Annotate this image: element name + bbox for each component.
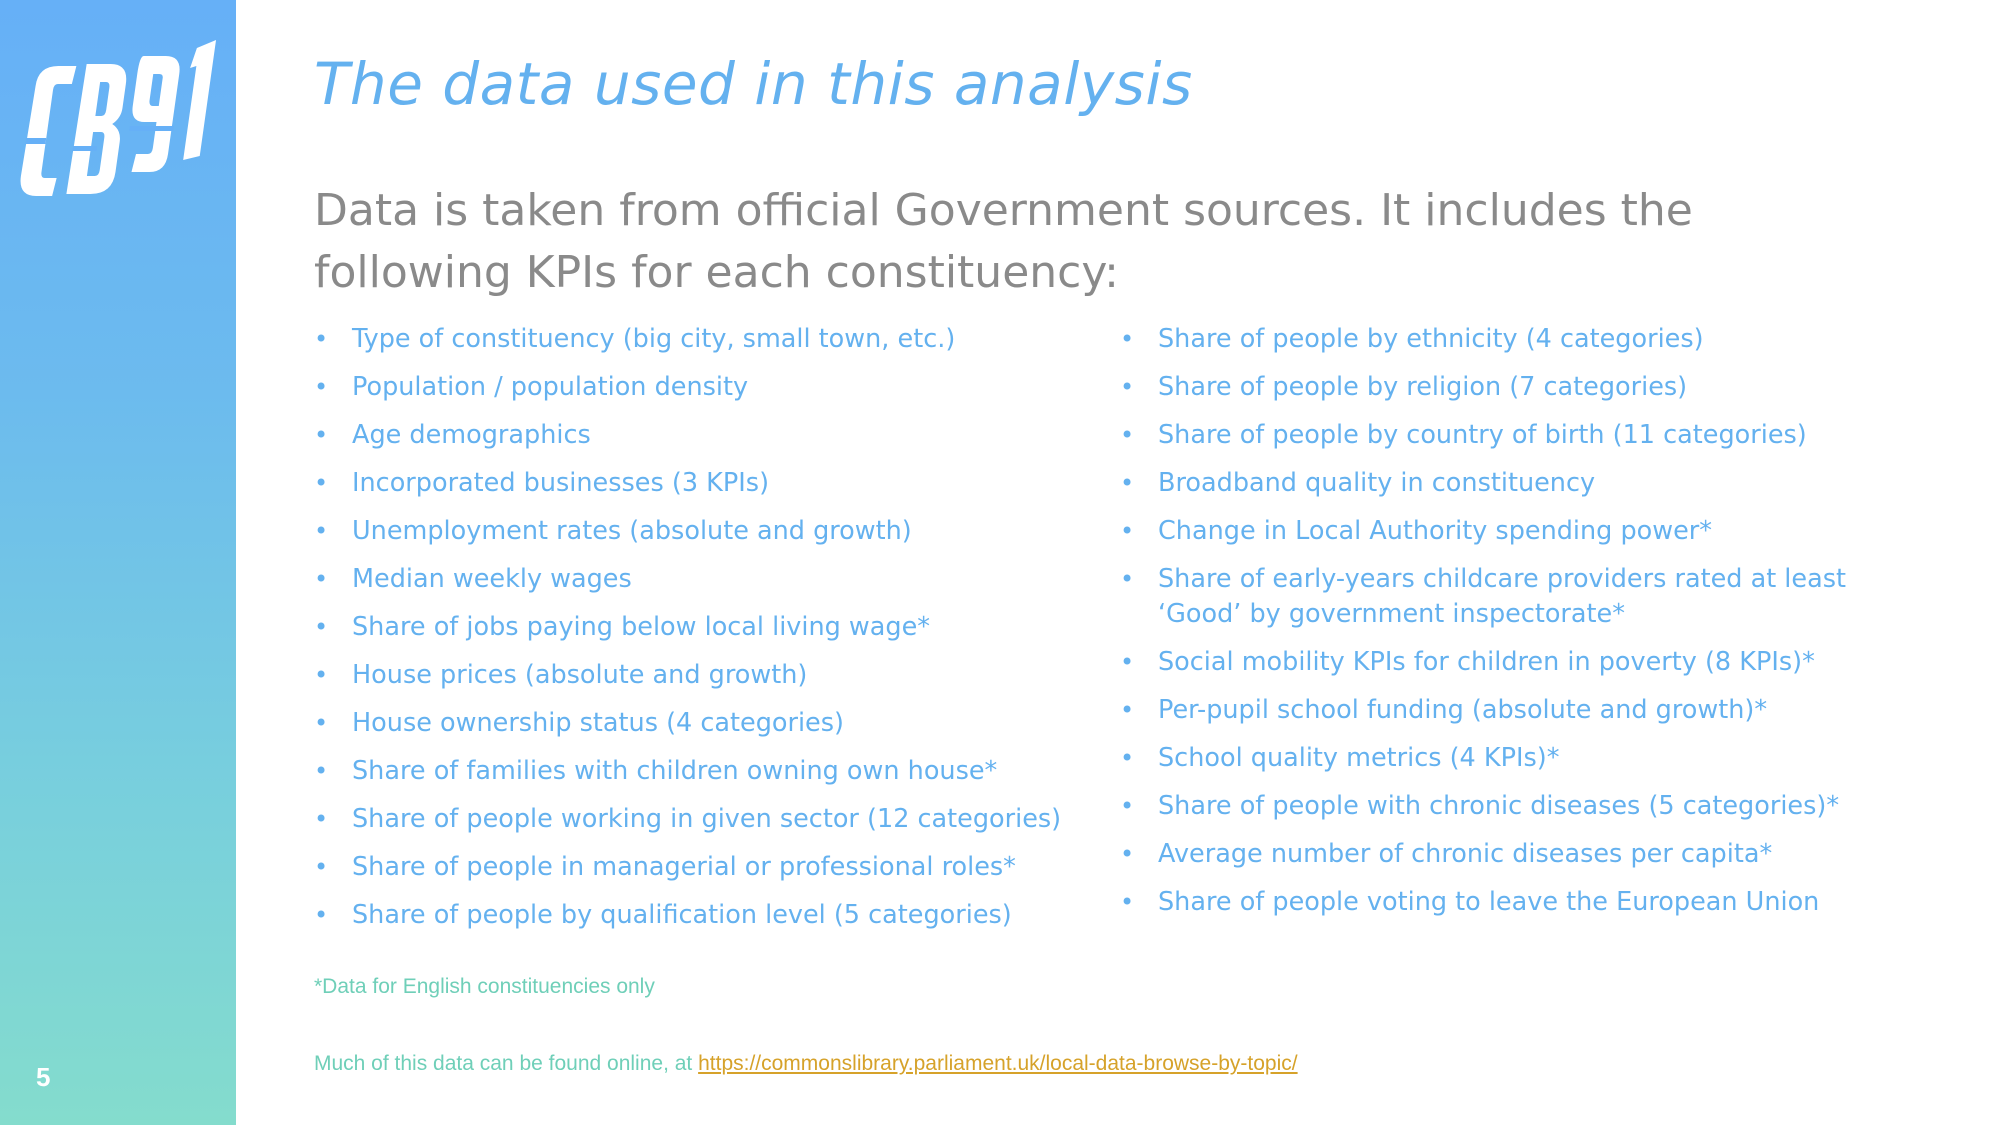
- slide-title: The data used in this analysis: [314, 50, 1193, 118]
- kpi-item: • Share of people with chronic diseases (5 categories)*: [1120, 789, 1920, 824]
- source-prefix: Much of this data can be found online, at: [314, 1052, 699, 1075]
- kpi-item: • Unemployment rates (absolute and growth): [314, 514, 1094, 549]
- kpi-item: • Share of early-years childcare providers rated at least ‘Good’ by government inspectorate*: [1120, 562, 1920, 632]
- footnote: *Data for English constituencies only: [314, 975, 655, 998]
- cb91-logo: [20, 26, 220, 216]
- kpi-item: • Broadband quality in constituency: [1120, 466, 1920, 501]
- kpi-item: • Share of people voting to leave the European Union: [1120, 885, 1920, 920]
- kpi-item: • Share of people by religion (7 categories): [1120, 370, 1920, 405]
- kpi-item: • Median weekly wages: [314, 562, 1094, 597]
- intro-text: Data is taken from official Government sources. It includes the following KPIs for each constituency:: [314, 185, 1693, 298]
- kpi-list-right: [1120, 322, 1920, 933]
- kpi-item: • School quality metrics (4 KPIs)*: [1120, 741, 1920, 776]
- kpi-item: • Per-pupil school funding (absolute and growth)*: [1120, 693, 1920, 728]
- kpi-item: • Incorporated businesses (3 KPIs): [314, 466, 1094, 501]
- kpi-item: • Share of people by qualification level (5 categories): [314, 898, 1094, 933]
- kpi-item: • House prices (absolute and growth): [314, 658, 1094, 693]
- source-link[interactable]: https://commonslibrary.parliament.uk/local-data-browse-by-topic/: [698, 1052, 1298, 1075]
- kpi-item: • Share of people by country of birth (11 categories): [1120, 418, 1920, 453]
- source-note: [314, 1052, 1298, 1076]
- sidebar: [0, 0, 236, 1125]
- kpi-item: • Social mobility KPIs for children in poverty (8 KPIs)*: [1120, 645, 1920, 680]
- kpi-item: • Share of families with children owning own house*: [314, 754, 1094, 789]
- kpi-item: • Share of people by ethnicity (4 categories): [1120, 322, 1920, 357]
- kpi-item: • House ownership status (4 categories): [314, 706, 1094, 741]
- kpi-item: • Population / population density: [314, 370, 1094, 405]
- page-number: 5: [36, 1062, 51, 1092]
- kpi-item: • Average number of chronic diseases per capita*: [1120, 837, 1920, 872]
- kpi-item: • Share of people in managerial or professional roles*: [314, 850, 1094, 885]
- kpi-item: • Type of constituency (big city, small town, etc.): [314, 322, 1094, 357]
- kpi-item: • Age demographics: [314, 418, 1094, 453]
- kpi-item: • Share of people working in given sector (12 categories): [314, 802, 1094, 837]
- kpi-item: • Share of jobs paying below local living wage*: [314, 610, 1094, 645]
- kpi-item: • Change in Local Authority spending power*: [1120, 514, 1920, 549]
- kpi-list-left: [314, 322, 1094, 946]
